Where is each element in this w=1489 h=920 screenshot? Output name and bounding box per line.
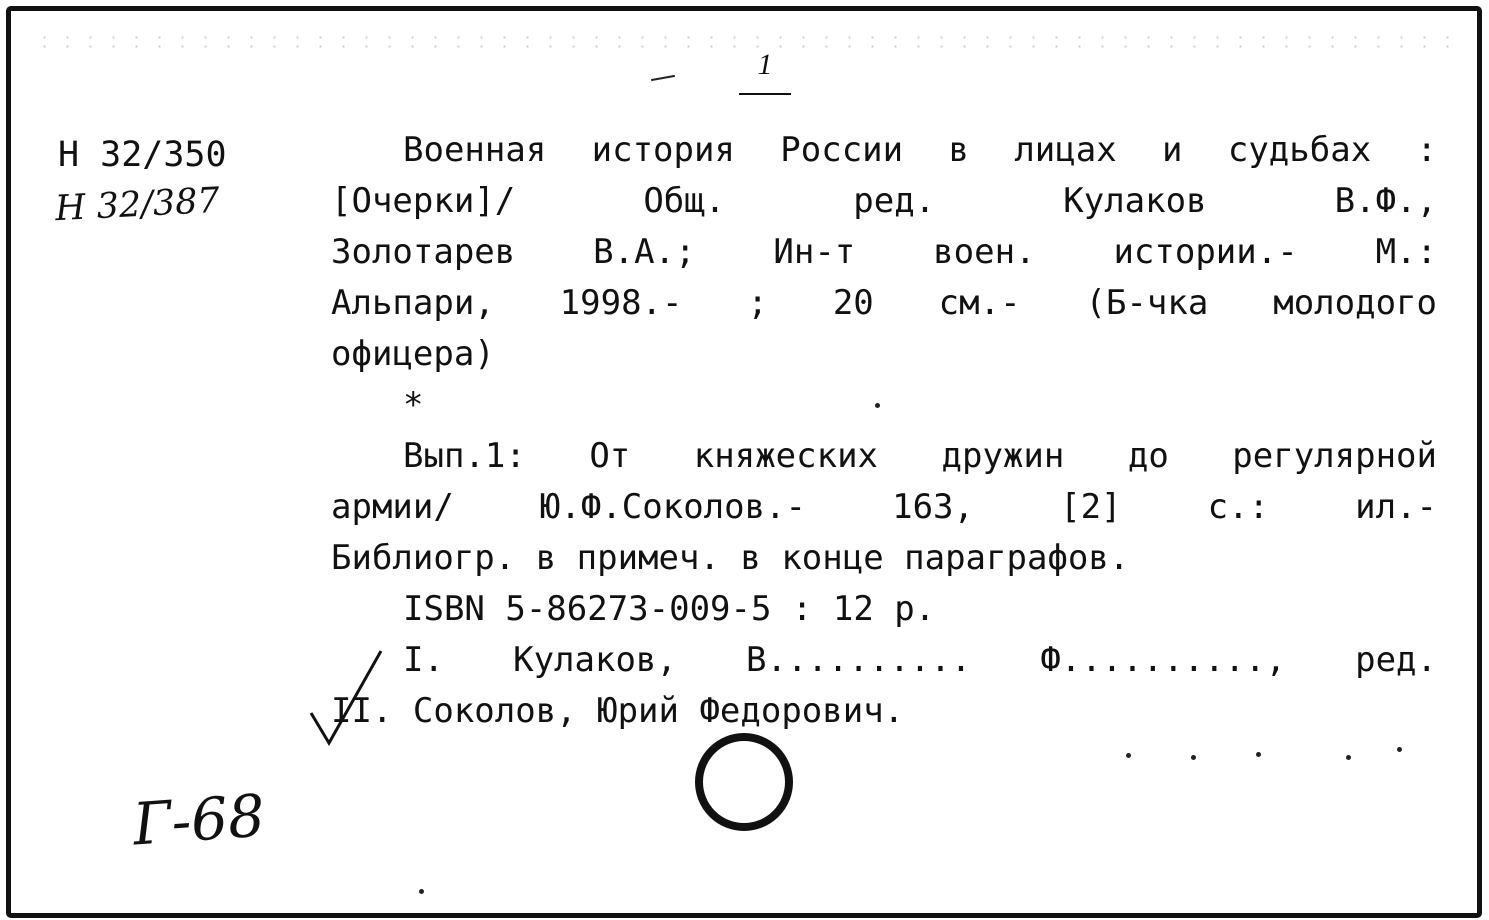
handwritten-code: Г-68 <box>130 781 268 859</box>
scan-speck <box>875 403 880 408</box>
asterisk-separator: * <box>403 385 424 425</box>
scan-speck <box>1346 755 1351 760</box>
scan-speck <box>1126 753 1131 758</box>
catalog-card <box>6 6 1482 918</box>
title-line: Военная история России в лицах и судьбах : <box>403 130 1437 170</box>
shelf-mark-printed: Н 32/350 <box>58 135 227 175</box>
card-sequence-number: 1 <box>739 45 791 95</box>
volume-line: Вып.1: От княжеских дружин до регулярной <box>403 436 1437 476</box>
checkmark-icon <box>307 631 387 751</box>
added-entry-line: I. Кулаков, В.......... Ф.........., ред. <box>403 640 1437 680</box>
description-line: офицера) <box>331 334 495 374</box>
added-entry-line: II. Соколов, Юрий Федорович. <box>331 691 905 731</box>
volume-line: армии/ Ю.Ф.Соколов.- 163, [2] с.: ил.- <box>331 487 1437 527</box>
pencil-mark <box>651 75 675 81</box>
scan-speck <box>1256 752 1261 757</box>
punch-hole <box>695 733 793 831</box>
scan-speck <box>1397 747 1402 752</box>
note-line: Библиогр. в примеч. в конце параграфов. <box>331 538 1130 578</box>
scan-speck <box>419 889 424 894</box>
description-line: Альпари, 1998.- ; 20 см.- (Б-чка молодого <box>331 283 1437 323</box>
scan-speck <box>1191 755 1196 760</box>
description-line: Золотарев В.А.; Ин-т воен. истории.- М.: <box>331 232 1437 272</box>
bibliographic-description <box>331 125 1437 737</box>
isbn-line: ISBN 5-86273-009-5 : 12 р. <box>403 589 936 629</box>
shelf-mark-handwritten: Н 32/387 <box>54 180 221 230</box>
description-line: [Очерки]/ Общ. ред. Кулаков В.Ф., <box>331 181 1437 221</box>
